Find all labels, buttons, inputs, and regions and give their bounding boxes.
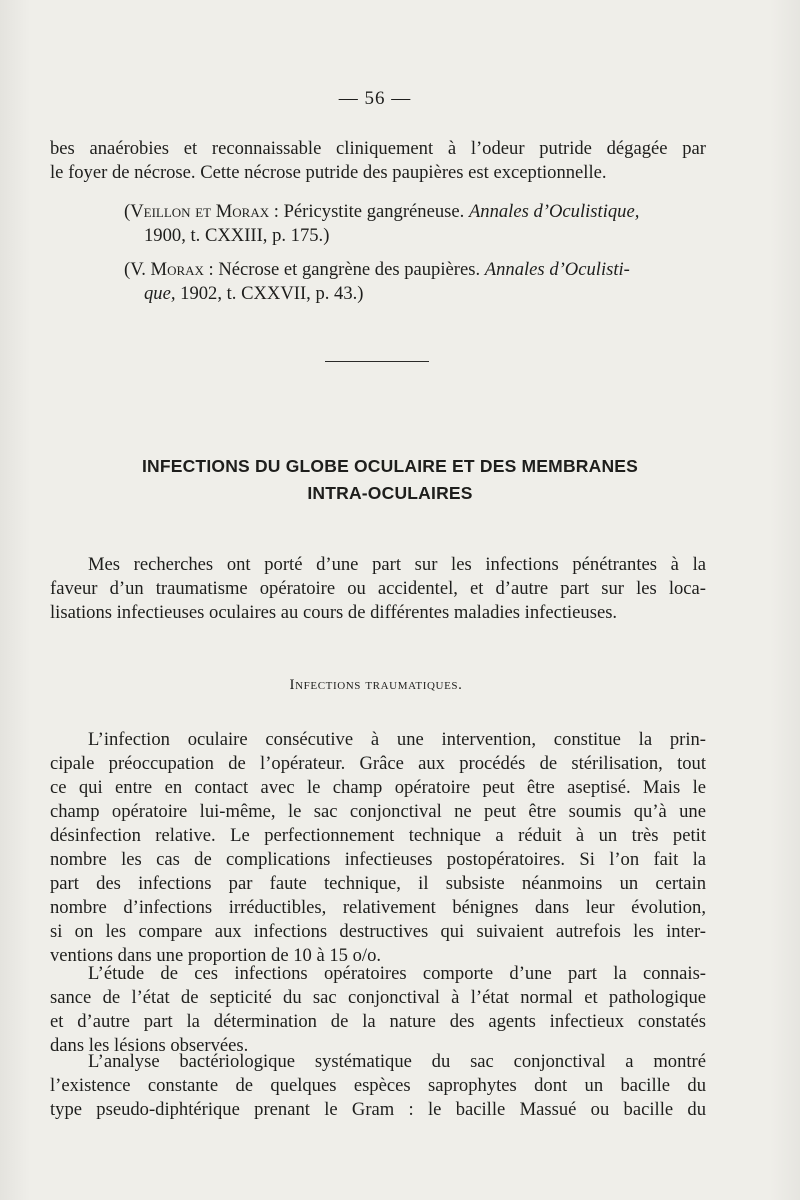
reference-title: : Péricystite gangréneuse. — [269, 201, 469, 222]
reference-details: 1900, t. CXXIII, p. 175.) — [144, 225, 330, 246]
reference-author: V. Morax — [130, 259, 204, 280]
reference-2: (V. Morax : Nécrose et gangrène des paupières. Annales d’Oculisti- que, 1902, t. CXXVII, p. 43.) — [124, 259, 630, 304]
reference-details: 1902, t. CXXVII, p. 43.) — [175, 283, 364, 304]
section-intro-paragraph — [50, 553, 706, 625]
paragraph-2 — [50, 962, 706, 1058]
text-line: part des infections par faute technique, il subsiste néanmoins un certain — [50, 873, 706, 894]
text-line: L’étude de ces infections opératoires comporte d’une part la connais- — [88, 963, 706, 984]
subsection-title: Infections traumatiques. — [289, 677, 463, 693]
text-line: dans les lésions observées. — [50, 1035, 249, 1056]
text-line: L’analyse bactériologique systématique du sac conjonctival a montré — [88, 1051, 706, 1072]
text-line: nombre les cas de complications infectieuses postopératoires. Si l’on fait la — [50, 849, 706, 870]
text-line: lisations infectieuses oculaires au cours de différentes maladies infectieuses. — [50, 602, 618, 623]
text-line: cipale préoccupation de l’opérateur. Grâce aux procédés de stérilisation, tout — [50, 753, 706, 774]
text-line: désinfection relative. Le perfectionnement technique a réduit à un très petit — [50, 825, 706, 846]
reference-journal: Annales d’Oculistique, — [468, 201, 640, 222]
reference-title: : Nécrose et gangrène des paupières. — [203, 259, 485, 280]
section-divider — [325, 361, 429, 362]
text-line: L’infection oculaire consécutive à une intervention, constitue la prin- — [88, 729, 706, 750]
text-line: nombre d’infections irréductibles, relativement bénignes dans leur évolution, — [50, 897, 706, 918]
reference-author: Veillon et Morax — [130, 201, 270, 222]
paragraph-1 — [50, 728, 706, 968]
reference-1: (Veillon et Morax : Péricystite gangréneuse. Annales d’Oculistique, 1900, t. CXXIII, p. 175.) — [124, 200, 706, 248]
intro-paragraph — [50, 137, 706, 185]
text-line: type pseudo-diphtérique prenant le Gram : le bacille Massué ou bacille du — [50, 1099, 706, 1120]
section-title-line-2: INTRA-OCULAIRES — [307, 483, 473, 503]
section-title-line-1: INFECTIONS DU GLOBE OCULAIRE ET DES MEMBRANES — [141, 456, 639, 476]
text-line: et d’autre part la détermination de la nature des agents infectieux constatés — [50, 1011, 706, 1032]
text-line: Mes recherches ont porté d’une part sur les infections pénétrantes à la — [88, 554, 706, 575]
page-number: — 56 — — [338, 88, 412, 109]
text-line: champ opératoire lui-même, le sac conjonctival ne peut être soumis qu’à une — [50, 801, 706, 822]
text-line: bes anaérobies et reconnaissable cliniquement à l’odeur putride dégagée par — [50, 138, 706, 159]
reference-journal-cont: que, — [144, 283, 176, 304]
text-line: si on les compare aux infections destructives qui suivaient autrefois les inter- — [50, 921, 706, 942]
reference-journal: Annales d’Oculisti- — [484, 259, 630, 280]
text-line: le foyer de nécrose. Cette nécrose putride des paupières est exceptionnelle. — [50, 162, 607, 183]
text-line: sance de l’état de septicité du sac conjonctival à l’état normal et pathologique — [50, 987, 706, 1008]
text-line: faveur d’un traumatisme opératoire ou accidentel, et d’autre part sur les loca- — [50, 578, 706, 599]
text-line: ventions dans une proportion de 10 à 15 o/o. — [50, 945, 382, 966]
paragraph-3 — [50, 1050, 706, 1122]
text-line: ce qui entre en contact avec le champ opératoire peut être aseptisé. Mais le — [50, 777, 706, 798]
text-line: l’existence constante de quelques espèces saprophytes dont un bacille du — [50, 1075, 706, 1096]
